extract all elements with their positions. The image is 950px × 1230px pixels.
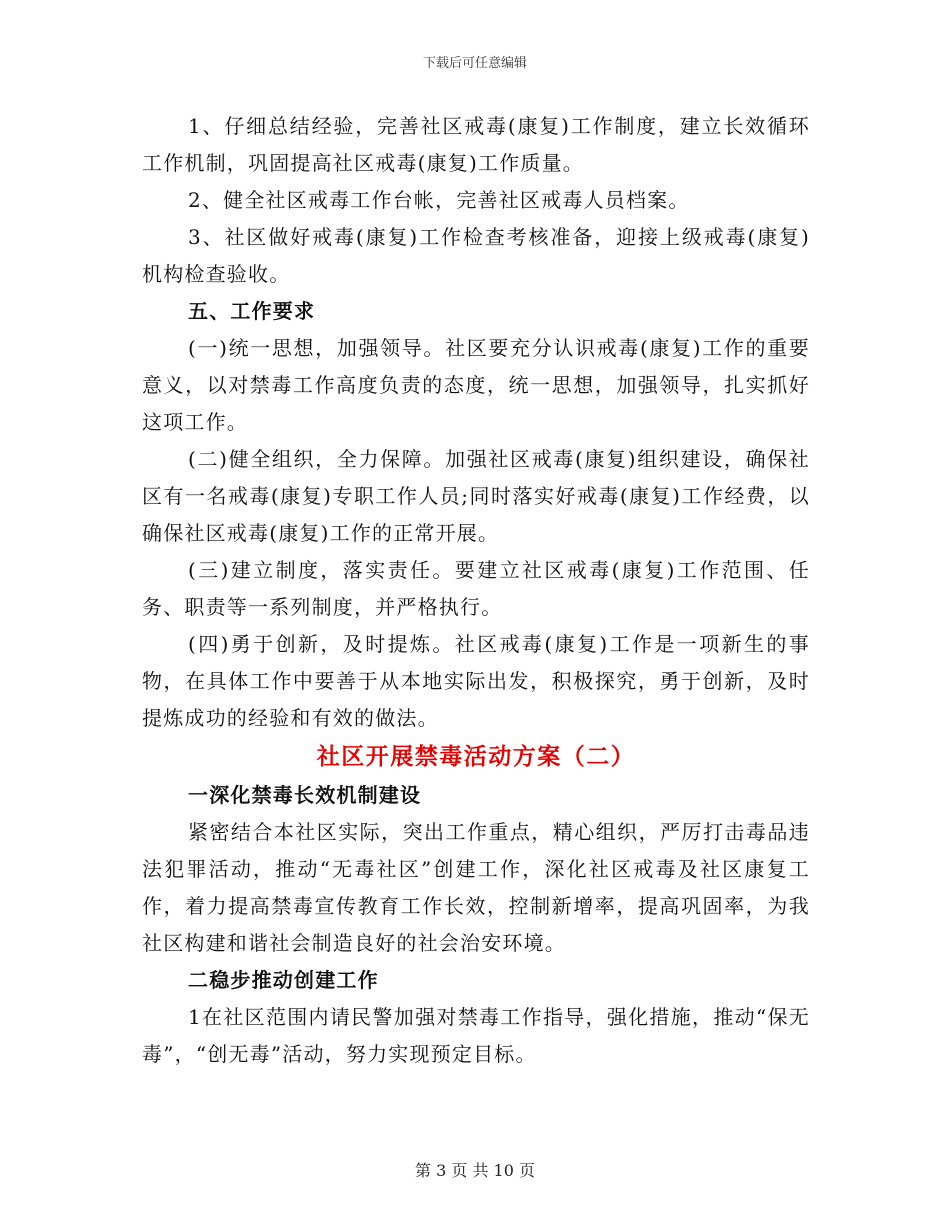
section-heading-work-requirements: 五、工作要求 <box>188 299 316 323</box>
requirement-item-3: (三)建立制度，落实责任。要建立社区戒毒(康复)工作范围、任务、职责等一系列制度，并严格执行。 <box>142 558 810 619</box>
part1-heading: 一深化禁毒长效机制建设 <box>188 783 422 807</box>
requirement-item-4: (四)勇于创新，及时提炼。社区戒毒(康复)工作是一项新生的事物，在具体工作中要善于从本地实际出发，积极探究，勇于创新，及时提炼成功的经验和有效的做法。 <box>142 632 810 730</box>
paragraph-item-1: 1、仔细总结经验，完善社区戒毒(康复)工作制度，建立长效循环工作机制，巩固提高社区戒毒(康复)工作质量。 <box>142 114 810 175</box>
part2-paragraph: 1在社区范围内请民警加强对禁毒工作指导，强化措施，推动“保无毒”，“创无毒”活动，努力实现预定目标。 <box>142 1005 810 1066</box>
paragraph-item-3: 3、社区做好戒毒(康复)工作检查考核准备，迎接上级戒毒(康复)机构检查验收。 <box>142 225 810 286</box>
page-header: 下载后可任意编辑 <box>422 56 527 71</box>
part2-heading: 二稳步推动创建工作 <box>188 968 379 992</box>
document-body <box>142 108 810 1073</box>
paragraph-item-2: 2、健全社区戒毒工作台帐，完善社区戒毒人员档案。 <box>188 188 690 212</box>
requirement-item-2: (二)健全组织，全力保障。加强社区戒毒(康复)组织建设，确保社区有一名戒毒(康复)专职工作人员;同时落实好戒毒(康复)工作经费，以确保社区戒毒(康复)工作的正常开展。 <box>142 447 810 545</box>
requirement-item-1: (一)统一思想，加强领导。社区要充分认识戒毒(康复)工作的重要意义，以对禁毒工作高度负责的态度，统一思想，加强领导，扎实抓好这项工作。 <box>142 336 810 434</box>
page-footer: 第 3 页 共 10 页 <box>415 1161 535 1180</box>
document-section-title: 社区开展禁毒活动方案（二） <box>316 743 636 770</box>
part1-paragraph: 紧密结合本社区实际，突出工作重点，精心组织，严厉打击毒品违法犯罪活动，推动“无毒社区”创建工作，深化社区戒毒及社区康复工作，着力提高禁毒宣传教育工作长效，控制新增率，提高巩固率，为我社区构建和谐社会制造良好的社会治安环境。 <box>142 820 810 955</box>
